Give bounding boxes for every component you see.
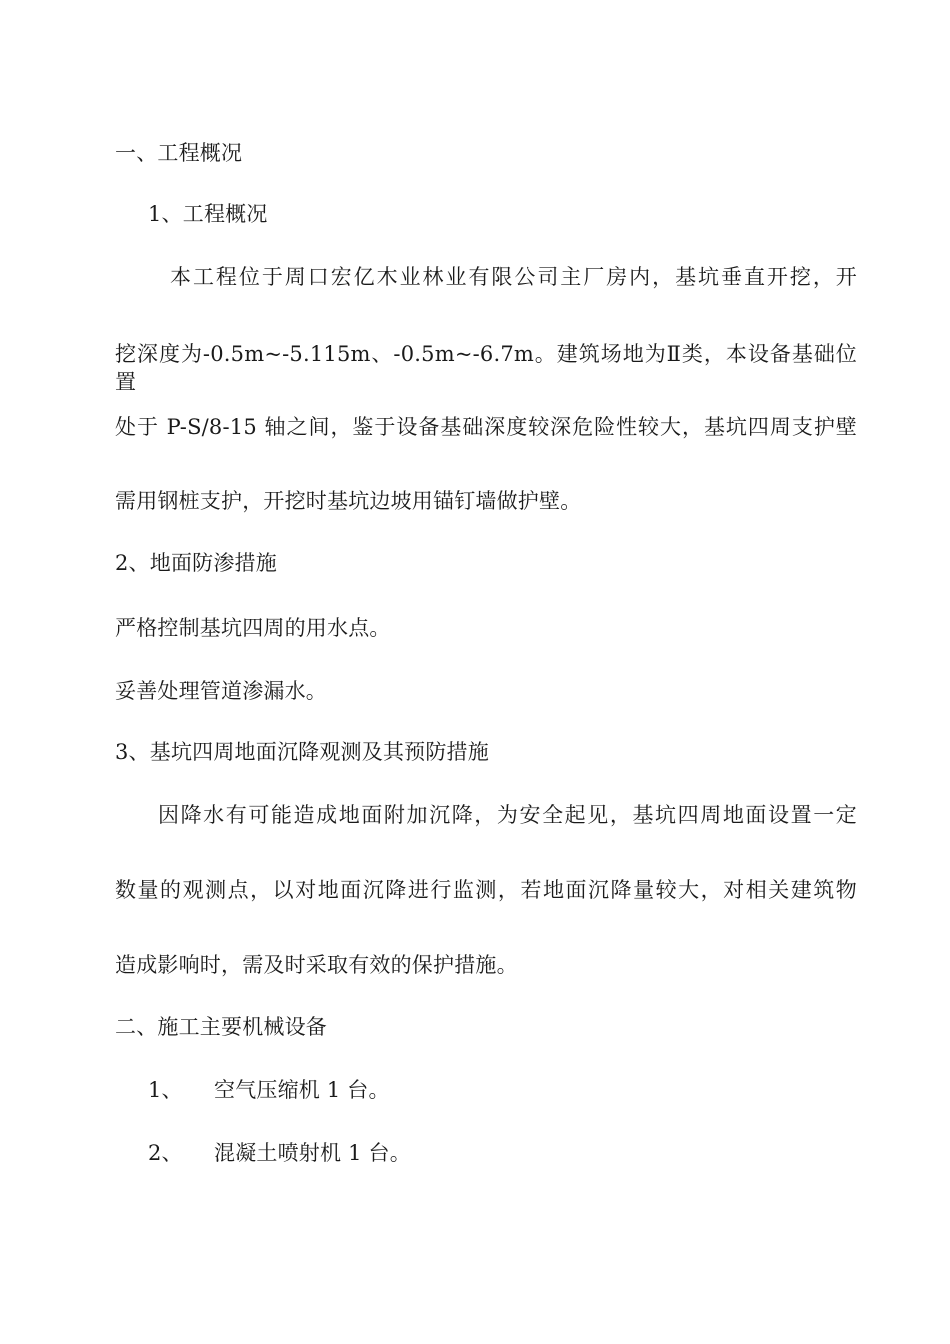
equipment-item bbox=[148, 1076, 183, 1104]
overview-paragraph-line-1: 本工程位于周口宏亿木业林业有限公司主厂房内，基坑垂直开挖，开 bbox=[170, 265, 857, 289]
subsection-1-heading: 1、工程概况 bbox=[148, 202, 268, 226]
equipment-item-number: 1、 bbox=[148, 1078, 183, 1102]
seepage-measure-1: 严格控制基坑四周的用水点。 bbox=[115, 616, 391, 640]
equipment-item bbox=[148, 1139, 183, 1167]
equipment-item-number: 2、 bbox=[148, 1141, 183, 1165]
equipment-item-text: 混凝土喷射机 1 台。 bbox=[214, 1141, 411, 1165]
settlement-paragraph-line-3: 造成影响时，需及时采取有效的保护措施。 bbox=[115, 953, 518, 977]
equipment-item-text: 空气压缩机 1 台。 bbox=[214, 1078, 390, 1102]
subsection-3-heading: 3、基坑四周地面沉降观测及其预防措施 bbox=[115, 740, 489, 764]
subsection-2-heading: 2、地面防渗措施 bbox=[115, 551, 277, 575]
section-2-heading: 二、施工主要机械设备 bbox=[115, 1015, 327, 1039]
settlement-paragraph-line-2: 数量的观测点，以对地面沉降进行监测，若地面沉降量较大，对相关建筑物 bbox=[115, 878, 857, 902]
overview-paragraph-line-2: 挖深度为-0.5m~-5.115m、-0.5m~-6.7m。建筑场地为Ⅱ类，本设备基础位置 bbox=[115, 342, 857, 394]
settlement-paragraph-line-1: 因降水有可能造成地面附加沉降，为安全起见，基坑四周地面设置一定 bbox=[158, 803, 857, 827]
overview-paragraph-line-3: 处于 P-S/8-15 轴之间，鉴于设备基础深度较深危险性较大，基坑四周支护壁 bbox=[115, 415, 857, 439]
overview-paragraph-line-4: 需用钢桩支护，开挖时基坑边坡用锚钉墙做护壁。 bbox=[115, 489, 582, 513]
section-1-heading: 一、工程概况 bbox=[115, 141, 243, 165]
seepage-measure-2: 妥善处理管道渗漏水。 bbox=[115, 679, 327, 703]
